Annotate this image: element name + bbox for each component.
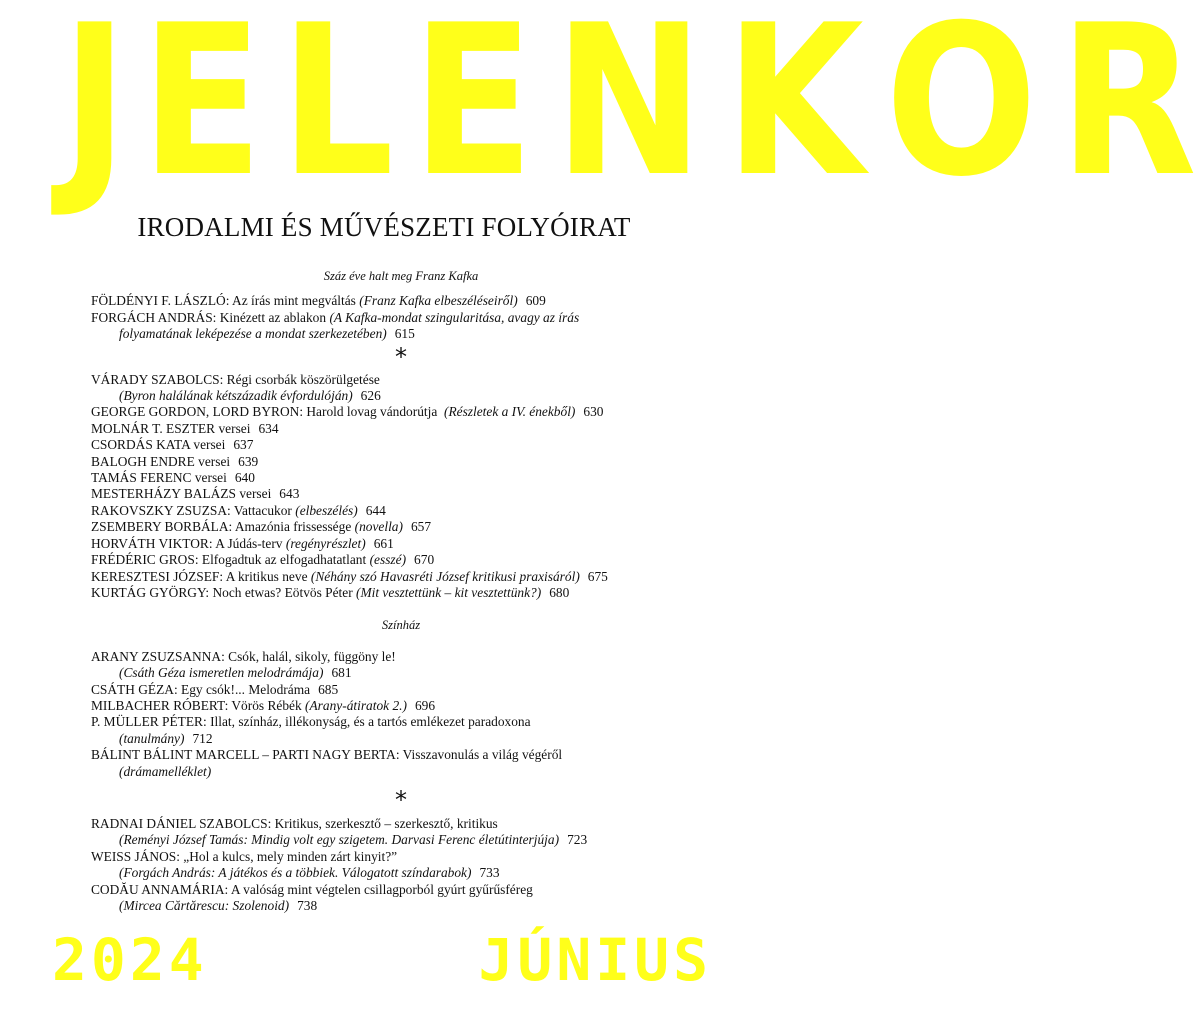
entry-author: MILBACHER RÓBERT <box>91 697 225 713</box>
entry-subtitle: (elbeszélés) <box>295 502 358 518</box>
entry-subtitle: (Néhány szó Havasréti József kritikusi praxisáról) <box>310 568 580 584</box>
entry-page: 670 <box>414 552 435 568</box>
entry-subtitle: (esszé) <box>369 552 407 568</box>
entry-author: CSORDÁS KATA <box>91 437 191 453</box>
masthead-letter: R <box>1059 0 1195 223</box>
toc-entry <box>91 486 711 502</box>
entry-page: 675 <box>587 568 608 584</box>
entry-page: 626 <box>360 388 381 404</box>
issue-year: 2024 <box>52 926 208 994</box>
entry-author: GEORGE GORDON, LORD BYRON <box>91 404 300 420</box>
entry-page: 712 <box>192 730 213 746</box>
entry-page: 681 <box>331 665 352 681</box>
entry-title: versei <box>218 420 251 436</box>
toc-entry: BÁLINT BÁLINT MARCELL – PARTI NAGY BERTA: Visszavonulás a világ végéről <box>91 747 563 763</box>
entry-page: 696 <box>414 697 436 713</box>
toc-entry-continuation <box>91 326 711 342</box>
masthead-letter: N <box>554 0 703 223</box>
entry-title: Az írás mint megváltás <box>232 293 356 309</box>
entry-title: versei <box>193 437 226 453</box>
entry-author: RADNAI DÁNIEL SZABOLCS <box>91 815 268 831</box>
entry-page: 639 <box>238 453 259 469</box>
table-of-contents <box>91 268 711 914</box>
toc-entry-continuation <box>91 731 711 747</box>
entry-title: Harold lovag vándorútja <box>306 404 438 420</box>
entry-title: „Hol a kulcs, mely minden zárt kinyit?” <box>183 848 398 864</box>
toc-entry-continuation <box>91 388 711 404</box>
entry-subtitle: (Forgách András: A játékos és a többiek. Válogatott színdarabok) <box>119 865 472 881</box>
entry-page: 640 <box>234 470 255 486</box>
entry-title: Régi csorbák köszörülgetése <box>226 371 380 387</box>
entry-subtitle: folyamatának leképezése a mondat szerkezetében) <box>119 326 387 342</box>
entry-author: MOLNÁR T. ESZTER <box>91 420 216 436</box>
toc-entry <box>91 421 711 437</box>
issue-month: JÚNIUS <box>478 926 712 994</box>
entry-page: 634 <box>258 420 279 436</box>
entry-author: ZSEMBERY BORBÁLA <box>91 519 229 535</box>
toc-entry: GEORGE GORDON, LORD BYRON: Harold lovag vándorútja (Részletek a IV. énekből) 630 <box>91 404 604 420</box>
entry-title: Amazónia frissessége <box>234 519 352 535</box>
entry-subtitle: (Arany-átiratok 2.) <box>305 697 407 713</box>
entry-page: 738 <box>297 898 318 913</box>
entry-title: versei <box>239 486 272 502</box>
toc-entry: RADNAI DÁNIEL SZABOLCS: Kritikus, szerkesztő – szerkesztő, kritikus <box>91 815 498 831</box>
toc-entry: FRÉDÉRIC GROS: Elfogadtuk az elfogadhatatlant (esszé) 670 <box>91 552 435 568</box>
toc-entry: RAKOVSZKY ZSUZSA: Vattacukor (elbeszélés) 644 <box>91 502 386 518</box>
entry-subtitle: (Mircea Cărtărescu: Szolenoid) <box>119 898 290 913</box>
journal-subtitle: IRODALMI ÉS MŰVÉSZETI FOLYÓIRAT <box>137 212 631 242</box>
entry-author: BALOGH ENDRE <box>91 453 195 469</box>
toc-entry: FÖLDÉNYI F. LÁSZLÓ: Az írás mint megváltás (Franz Kafka elbeszéléseiről) 609 <box>91 293 546 309</box>
masthead-letter: L <box>280 0 393 223</box>
entry-subtitle: (tanulmány) <box>119 730 185 746</box>
masthead-letter: J <box>61 0 127 223</box>
entry-title: versei <box>194 470 227 486</box>
entry-author: MESTERHÁZY BALÁZS <box>91 486 236 502</box>
masthead-letter: K <box>725 0 863 223</box>
toc-entry-continuation <box>91 764 711 780</box>
entry-subtitle: (novella) <box>354 519 403 535</box>
toc-entry: HORVÁTH VIKTOR: A Júdás-terv (regényrészlet) 661 <box>91 535 394 551</box>
entry-subtitle: (Mit vesztettünk – kit vesztettünk?) <box>356 584 542 600</box>
entry-subtitle: (Csáth Géza ismeretlen melodrámája) <box>119 665 324 681</box>
entry-title: Kinézett az ablakon <box>219 309 327 325</box>
section-heading-kafka: Száz éve halt meg Franz Kafka <box>323 269 479 283</box>
entry-page: 733 <box>479 865 500 881</box>
entry-title: Vattacukor <box>233 502 292 518</box>
section-heading-theatre: Színház <box>381 618 421 633</box>
toc-entry-continuation <box>91 865 711 881</box>
entry-page: 657 <box>410 519 432 535</box>
toc-entry: ARANY ZSUZSANNA: Csók, halál, sikoly, függöny le! <box>91 648 396 664</box>
toc-entry-continuation <box>91 832 711 848</box>
entry-author: TAMÁS FERENC <box>91 470 192 486</box>
toc-entry: KERESZTESI JÓZSEF: A kritikus neve (Néhány szó Havasréti József kritikusi praxisáról) 675 <box>91 568 608 584</box>
entry-page: 644 <box>365 502 386 518</box>
entry-page: 723 <box>567 832 588 848</box>
entry-page: 609 <box>525 293 546 309</box>
entry-author: WEISS JÁNOS <box>91 848 177 864</box>
entry-author: BÁLINT BÁLINT MARCELL – PARTI NAGY BERTA <box>91 747 396 763</box>
toc-entry: MILBACHER RÓBERT: Vörös Rébék (Arany-átiratok 2.) 696 <box>91 697 436 713</box>
separator-asterisk: * <box>395 785 407 814</box>
toc-entry-continuation <box>91 665 711 681</box>
entry-title: Visszavonulás a világ végéről <box>402 747 563 763</box>
toc-entry: CODĂU ANNAMÁRIA: A valóság mint végtelen csillagporból gyúrt gyűrűsféreg <box>91 881 533 897</box>
toc-entry <box>91 437 711 453</box>
entry-author: ARANY ZSUZSANNA <box>91 648 222 664</box>
toc-entry: P. MÜLLER PÉTER: Illat, színház, illékonyság, és a tartós emlékezet paradoxona <box>91 714 531 730</box>
toc-entry <box>91 454 711 470</box>
entry-title: versei <box>198 453 231 469</box>
toc-entry: KURTÁG GYÖRGY: Noch etwas? Eötvös Péter (Mit vesztettünk – kit vesztettünk?) 680 <box>91 584 570 600</box>
toc-entry <box>91 470 711 486</box>
entry-title: Kritikus, szerkesztő – szerkesztő, kritikus <box>274 815 498 831</box>
entry-subtitle: (A Kafka-mondat szingularitása, avagy az írás <box>329 309 580 325</box>
entry-title: Illat, színház, illékonyság, és a tartós emlékezet paradoxona <box>210 714 531 730</box>
entry-page: 637 <box>233 437 254 453</box>
entry-author: CODĂU ANNAMÁRIA <box>91 881 225 897</box>
toc-entry: VÁRADY SZABOLCS: Régi csorbák köszörülgetése <box>91 371 380 387</box>
entry-author: RAKOVSZKY ZSUZSA <box>91 502 228 518</box>
toc-entry: CSÁTH GÉZA: Egy csók!... Melodráma 685 <box>91 681 339 697</box>
entry-author: FRÉDÉRIC GROS <box>91 552 195 568</box>
entry-subtitle: (Franz Kafka elbeszéléseiről) <box>359 293 518 309</box>
entry-subtitle: (drámamelléklet) <box>119 763 212 779</box>
entry-page: 685 <box>318 681 339 697</box>
entry-title: A kritikus neve <box>225 568 308 584</box>
masthead-letter: E <box>411 0 533 223</box>
entry-title: Noch etwas? Eötvös Péter <box>212 584 353 600</box>
entry-title: Csók, halál, sikoly, függöny le! <box>228 648 396 664</box>
entry-author: FÖLDÉNYI F. LÁSZLÓ <box>91 293 226 309</box>
entry-author: P. MÜLLER PÉTER <box>91 714 203 730</box>
entry-author: CSÁTH GÉZA <box>91 681 174 697</box>
entry-author: HORVÁTH VIKTOR <box>91 535 209 551</box>
toc-entry: FORGÁCH ANDRÁS: Kinézett az ablakon (A Kafka-mondat szingularitása, avagy az írás <box>91 309 580 325</box>
entry-page: 630 <box>583 404 604 420</box>
entry-author: KURTÁG GYÖRGY <box>91 584 206 600</box>
entry-subtitle: (regényrészlet) <box>285 535 366 551</box>
entry-subtitle: (Reményi József Tamás: Mindig volt egy szigetem. Darvasi Ferenc életútinterjúja) <box>119 832 560 848</box>
entry-title: A valóság mint végtelen csillagporból gyúrt gyűrűsféreg <box>230 881 533 897</box>
entry-page: 680 <box>549 584 570 600</box>
entry-subtitle: (Részletek a IV. énekből) <box>444 404 576 420</box>
entry-title: Elfogadtuk az elfogadhatatlant <box>201 552 367 568</box>
entry-author: KERESZTESI JÓZSEF <box>91 568 220 584</box>
masthead-letter: O <box>885 0 1036 223</box>
entry-title: Vörös Rébék <box>231 697 302 713</box>
masthead-logo <box>56 0 1195 223</box>
entry-author: VÁRADY SZABOLCS <box>91 371 220 387</box>
toc-entry-continuation <box>91 898 711 914</box>
entry-subtitle: (Byron halálának kétszázadik évfordulóján) <box>119 388 353 404</box>
entry-page: 661 <box>373 535 394 551</box>
entry-page: 643 <box>279 486 300 502</box>
masthead-letter: E <box>141 0 262 223</box>
separator-asterisk: * <box>395 342 407 371</box>
entry-title: Egy csók!... Melodráma <box>181 681 311 697</box>
entry-title: A Júdás-terv <box>215 535 283 551</box>
entry-page: 615 <box>394 326 415 342</box>
toc-entry: WEISS JÁNOS: „Hol a kulcs, mely minden zárt kinyit?” <box>91 848 398 864</box>
entry-author: FORGÁCH ANDRÁS <box>91 309 213 325</box>
toc-entry: ZSEMBERY BORBÁLA: Amazónia frissessége (novella) 657 <box>91 519 432 535</box>
